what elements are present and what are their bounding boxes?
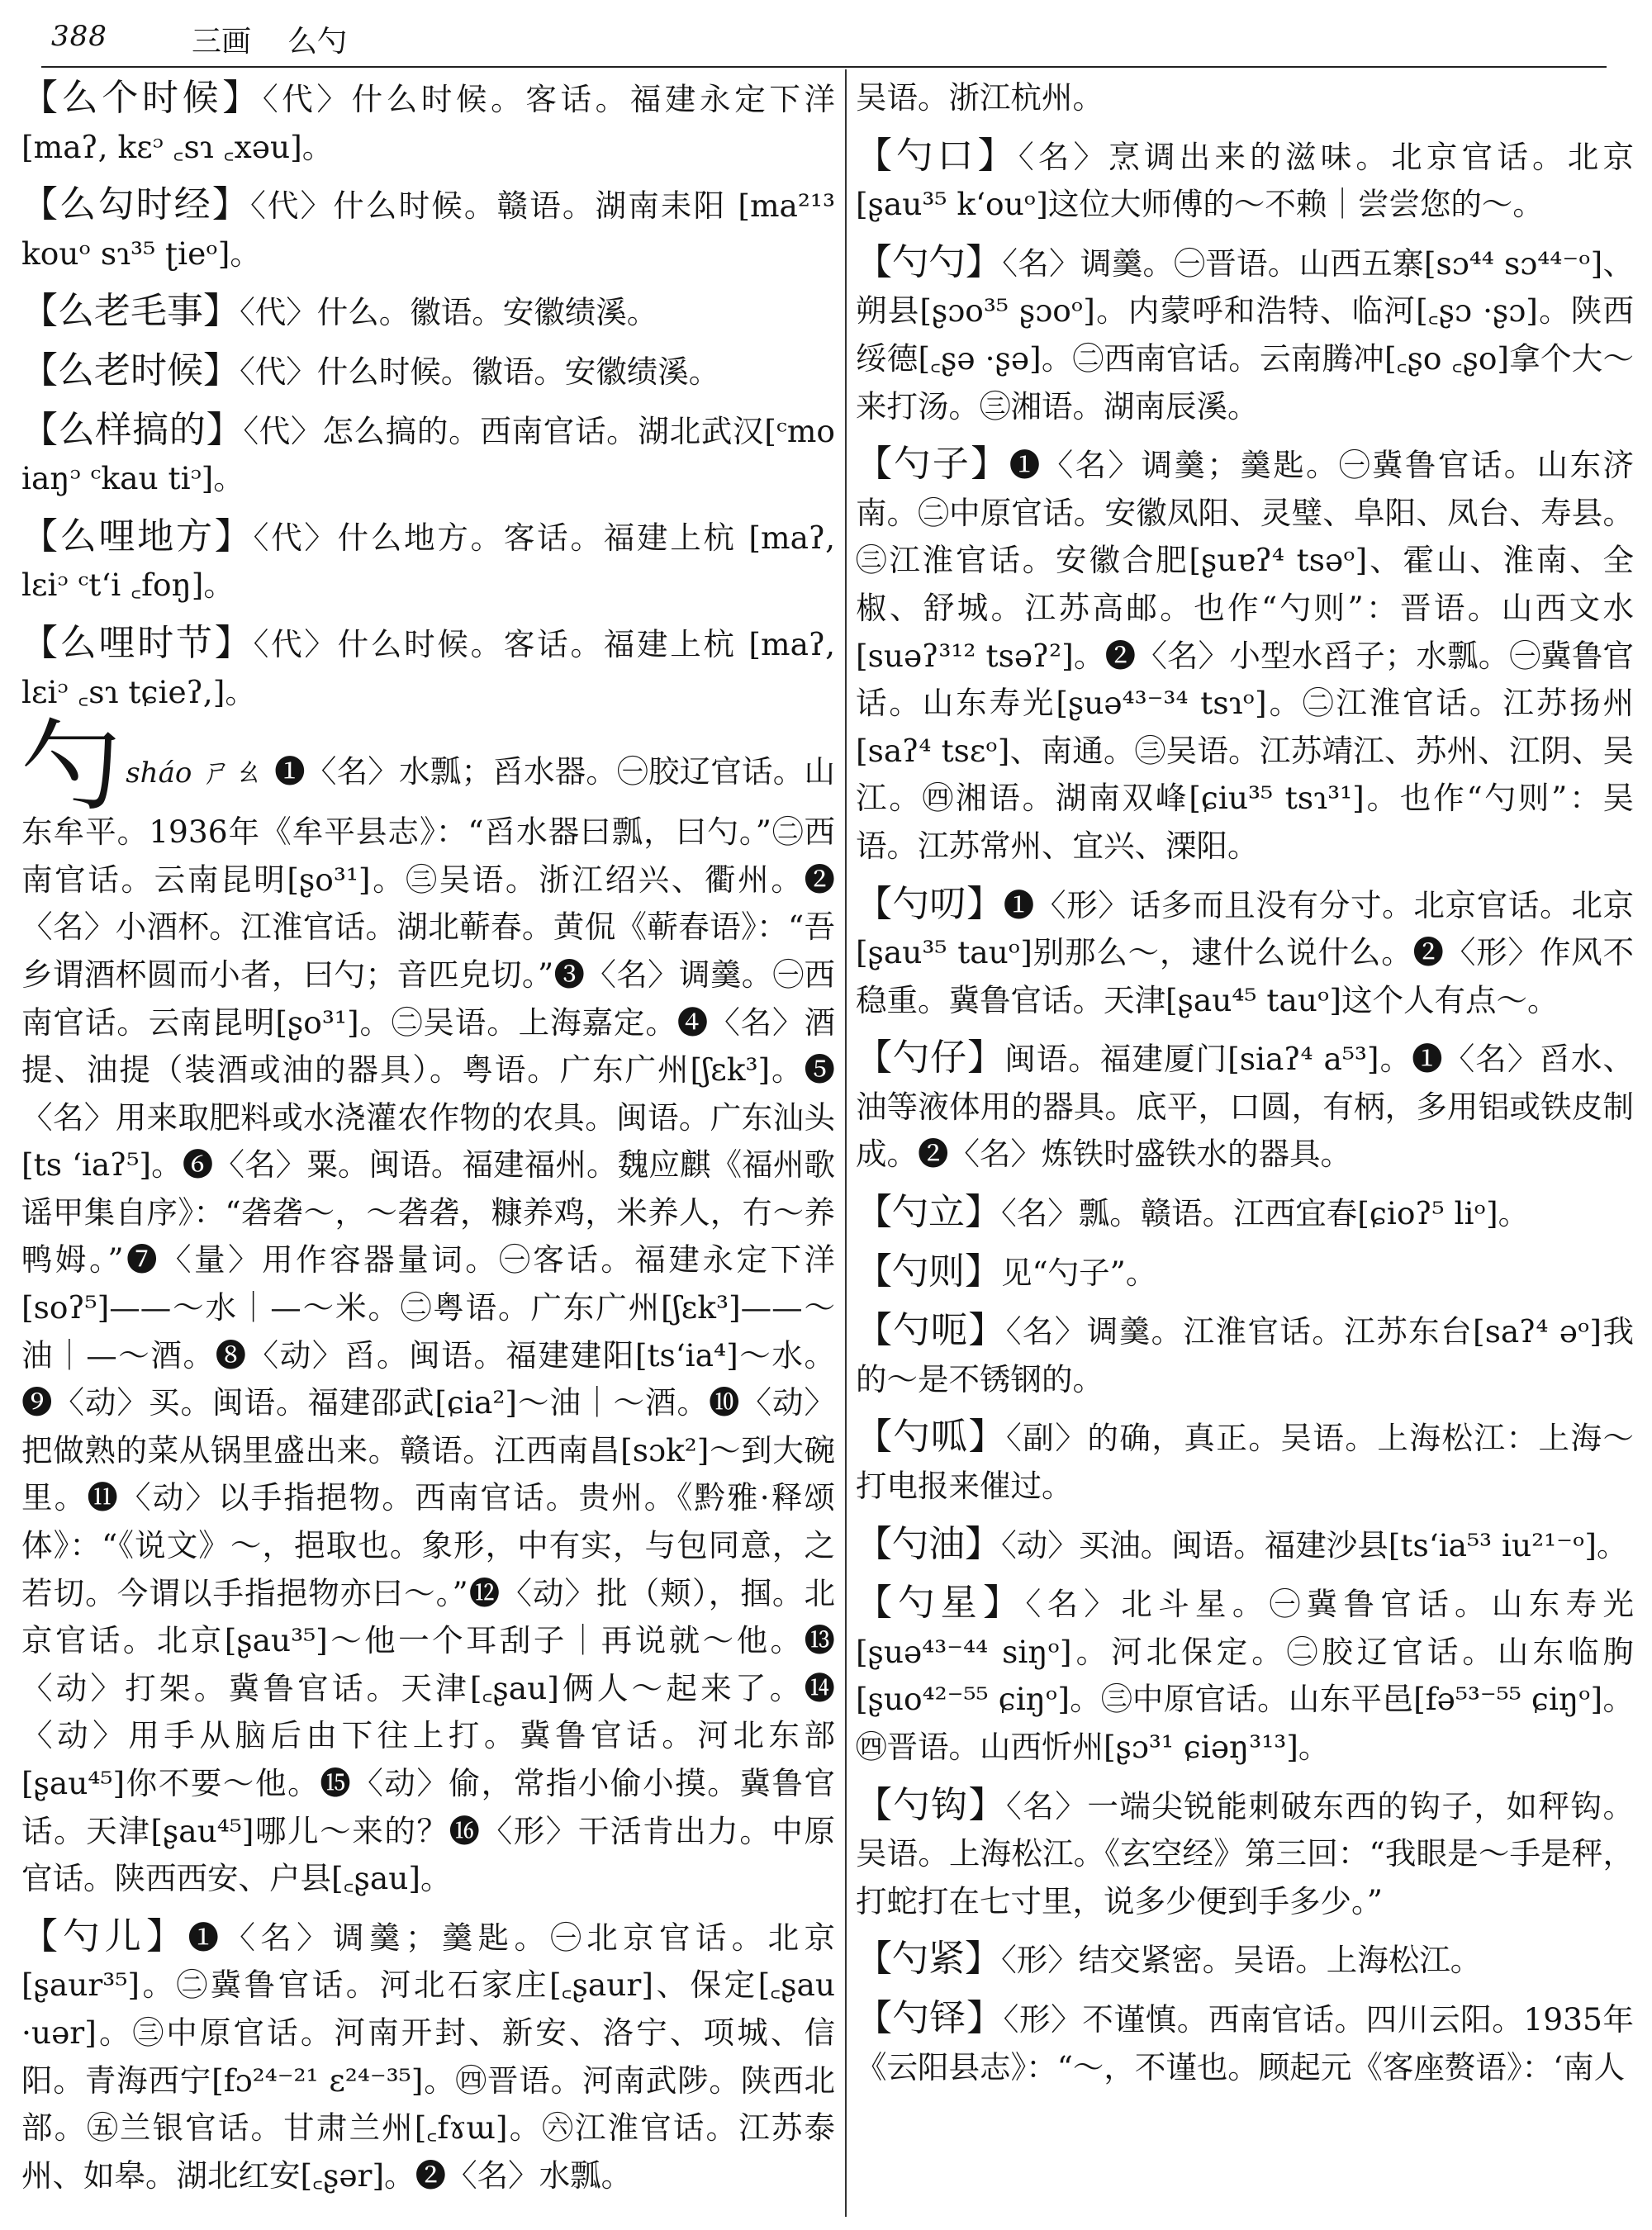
definition: ❶〈名〉调羹；羹匙。㊀北京官话。北京[ʂaur³⁵]。㊁冀鲁官话。河北石家庄[꜀ʂaur]、保定[꜀ʂau ·uər]。㊂中原官话。河南开封、新安、洛宁、项城、信阳。青海西宁[fɔ²⁴⁻²¹ ɛ²⁴⁻³⁵]。㊃晋语。河南武陟。陕西北部。㊄兰银官话。甘肃兰州[꜀fɤɯ]。㊅江淮官话。江苏泰州、如皋。湖北红安[꜀ʂər]。❷〈名〉水瓢。 [21,1919,835,2194]
entry [21,181,835,278]
entry [21,513,835,610]
definition: 〈名〉烹调出来的滋味。北京官话。北京[ʂau³⁵ kʻouᵒ]这位大师傅的～不赖｜尝尝您的～。 [856,138,1634,223]
entry [21,406,835,503]
headword: 【勺立】 [856,1191,1001,1234]
header-chars: 么勺 [287,25,348,59]
column-divider [845,69,847,2217]
headword: 【勺铎】 [856,1996,1004,2039]
headword: 【勺子】 [856,443,1009,486]
headword: 【勺呃】 [856,1309,1006,1352]
headword: 【么老时候】 [21,349,240,391]
pinyin: sháo [126,757,192,790]
headword: 【勺星】 [856,1582,1026,1625]
headword: 【勺钩】 [856,1783,1007,1826]
page-number: 388 [51,20,107,53]
section-label: 三画 [192,25,252,59]
entry [856,1521,1634,1570]
headword: 【勺叨】 [856,882,1004,925]
entry [856,1248,1634,1298]
right-column [856,74,1634,2222]
headword: 【么样搞的】 [21,408,244,451]
definition: 〈动〉买油。闽语。福建沙县[tsʻia⁵³ iu²¹⁻ᵒ]。 [1001,1526,1628,1563]
definition: 〈名〉北斗星。㊀冀鲁官话。山东寿光[ʂuə⁴³⁻⁴⁴ siŋᵒ]。河北保定。㊁胶辽官话。山东临朐[ʂuo⁴²⁻⁵⁵ ɕiŋᵒ]。㊂中原官话。山东平邑[fə⁵³⁻⁵⁵ ɕiŋᵒ]。㊃晋语。山西忻州[ʂɔ³¹ ɕiəŋ³¹³]。 [856,1586,1634,1765]
continuation-text: 吴语。浙江杭州。 [856,79,1104,116]
definition: 〈副〉的确，真正。吴语。上海松江：上海～打电报来催过。 [856,1420,1634,1505]
headword: 【么哩时节】 [21,621,254,664]
entry [856,1935,1634,1985]
entry [21,347,835,396]
definition: 〈代〉什么时候。客话。福建上杭 [maʔ, lɛiᵓ ꜀sɿ tɕieʔ,]。 [21,625,835,710]
definition: 〈代〉怎么搞的。西南官话。湖北武汉[ᶜmo iaŋᵓ ᶜkau tiᵓ]。 [21,412,835,497]
definition: 〈代〉什么时候。徽语。安徽绩溪。 [240,353,720,390]
definition: 〈形〉结交紧密。吴语。上海松江。 [1001,1942,1482,1979]
entry [856,1413,1634,1510]
definition: 〈代〉什么。徽语。安徽绩溪。 [240,294,658,331]
main-headword-char: 勺 [21,709,121,825]
headword: 【勺儿】 [21,1914,188,1957]
entry [856,1579,1634,1771]
definition: 〈名〉调羹。江淮官话。江苏东台[saʔ⁴ əᵒ]我的～是不锈钢的。 [856,1313,1634,1397]
headword: 【勺仔】 [856,1037,1005,1079]
entry [856,1307,1634,1403]
definition: 〈形〉不谨慎。西南官话。四川云阳。1935年《云阳县志》：“～，不谨也。顾起元《客座赘语》：‘南人 [856,2000,1634,2085]
headword: 【么哩地方】 [21,515,254,558]
definition: 〈代〉什么时候。客话。福建永定下洋[maʔ, kɛᵓ ꜀sɿ ꜀xəu]。 [21,81,835,165]
header-rule [41,66,1607,68]
main-entry-shao [21,709,835,1903]
definition: 〈代〉什么时候。赣语。湖南耒阳 [ma²¹³ kouᵒ sɿ³⁵ ʈieᵒ]。 [21,187,835,272]
zhuyin: ㄕㄠ [202,753,264,790]
definition: ❶〈名〉调羹；羹匙。㊀冀鲁官话。山东济南。㊁中原官话。安徽凤阳、灵璧、阜阳、凤台、寿县。㊂江淮官话。安徽合肥[ʂuɐʔ⁴ tsəᵒ]、霍山、淮南、全椒、舒城。江苏高邮。也作“勺则”：晋语。山西文水[suəʔ³¹² tsəʔ²]。❷〈名〉小型水舀子；水瓢。㊀冀鲁官话。山东寿光[ʂuə⁴³⁻³⁴ tsɿᵒ]。㊁江淮官话。江苏扬州[saʔ⁴ tsɛᵒ]、南通。㊂吴语。江苏靖江、苏州、江阴、吴江。㊃湘语。湖南双峰[ɕiu³⁵ tsɿ³¹]。也作“勺则”：吴语。江苏常州、宜兴、溧阳。 [856,447,1634,864]
headword: 【勺紧】 [856,1938,1001,1981]
definition: 〈名〉调羹。㊀晋语。山西五寨[sɔ⁴⁴ sɔ⁴⁴⁻ᵒ]、朔县[ʂɔo³⁵ ʂɔoᵒ]。内蒙呼和浩特、临河[꜀ʂɔ ·ʂɔ]。陕西绥德[꜀ʂə ·ʂə]。㊁西南官话。云南腾冲[꜀ʂo ꜀ʂo]拿个大～来打汤。㊂湘语。湖南辰溪。 [856,244,1634,425]
entry [21,619,835,716]
page-header [0,0,1652,66]
entry [856,1995,1634,2091]
entry [856,239,1634,430]
left-column [21,74,835,2222]
headword: 【勺口】 [856,134,1018,177]
headword: 【勺勺】 [856,240,1003,283]
entry [856,1782,1634,1926]
entry [21,287,835,337]
headword: 【么勾时经】 [21,183,251,226]
definition: 〈代〉什么地方。客话。福建上杭 [maʔ, lɛiᵓ ᶜtʻi ꜀foŋ]。 [21,519,835,604]
entry [856,1189,1634,1238]
headword: 【么老毛事】 [21,290,240,333]
entry [21,74,835,171]
entry [21,1913,835,2200]
entry [856,1034,1634,1179]
entry [856,880,1634,1025]
headword: 【么个时候】 [21,77,263,119]
headword: 【勺呱】 [856,1416,1007,1459]
headword: 【勺则】 [856,1250,1001,1293]
definition: 〈名〉一端尖锐能刺破东西的钩子，如秤钩。吴语。上海松江。《玄空经》第三回：“我眼是～手是秤，打蛇打在七寸里，说多少便到手多少。” [856,1787,1634,1919]
entry [856,132,1634,229]
definition: 闽语。福建厦门[siaʔ⁴ a⁵³]。❶〈名〉舀水、油等液体用的器具。底平，口圆，有柄，多用铝或铁皮制成。❷〈名〉炼铁时盛铁水的器具。 [856,1041,1634,1173]
definition: 见“勺子”。 [1001,1254,1157,1291]
headword: 【勺油】 [856,1522,1001,1565]
entry [856,440,1634,870]
definition: 〈名〉瓢。赣语。江西宜春[ɕioʔ⁵ liᵒ]。 [1001,1195,1530,1232]
definition: ❶〈名〉水瓢；舀水器。㊀胶辽官话。山东牟平。1936年《牟平县志》：“舀水器曰瓢，曰勺。”㊁西南官话。云南昆明[ʂo³¹]。㊂吴语。浙江绍兴、衢州。❷〈名〉小酒杯。江淮官话。湖北蕲春。黄侃《蕲春语》：“吾乡谓酒杯圆而小者，曰勺；音匹皃切。”❸〈名〉调羹。㊀西南官话。云南昆明[ʂo³¹]。㊁吴语。上海嘉定。❹〈名〉酒提、油提（装酒或油的器具）。粤语。广东广州[ʃɛk³]。❺〈名〉用来取肥料或水浇灌农作物的农具。闽语。广东汕头[ts ʻiaʔ⁵]。❻〈名〉粟。闽语。福建福州。魏应麒《福州歌谣甲集自序》：“砻砻～，～砻砻，糠养鸡，米养人，冇～养鸭姆。”❼〈量〉用作容器量词。㊀客话。福建永定下洋[soʔ⁵]——～水｜—～米。㊁粤语。广东广州[ʃɛk³]——～油｜—～酒。❽〈动〉舀。闽语。福建建阳[tsʻia⁴]～水。❾〈动〉买。闽语。福建邵武[ɕia²]～油｜～酒。❿〈动〉把做熟的菜从锅里盛出来。赣语。江西南昌[sɔk²]～到大碗里。⓫〈动〉以手指挹物。西南官话。贵州。《黔雅·释颂体》：“《说文》～，挹取也。象形，中有实，与包同意，之若切。今谓以手指挹物亦曰～。”⓬〈动〉批（颊），掴。北京官话。北京[ʂau³⁵]～他一个耳刮子｜再说就～他。⓭〈动〉打架。冀鲁官话。天津[꜀ʂau]俩人～起来了。⓮〈动〉用手从脑后由下往上打。冀鲁官话。河北东部[ʂau⁴⁵]你不要～他。⓯〈动〉偷，常指小偷小摸。冀鲁官话。天津[ʂau⁴⁵]哪儿～来的？⓰〈形〉干活肯出力。中原官话。陕西西安、户县[꜀ʂau]。 [21,753,835,1897]
definition: ❶〈形〉话多而且没有分寸。北京官话。北京[ʂau³⁵ tauᵒ]别那么～，逮什么说什么。❷〈形〉作风不稳重。冀鲁官话。天津[ʂau⁴⁵ tauᵒ]这个人有点～。 [856,886,1634,1018]
